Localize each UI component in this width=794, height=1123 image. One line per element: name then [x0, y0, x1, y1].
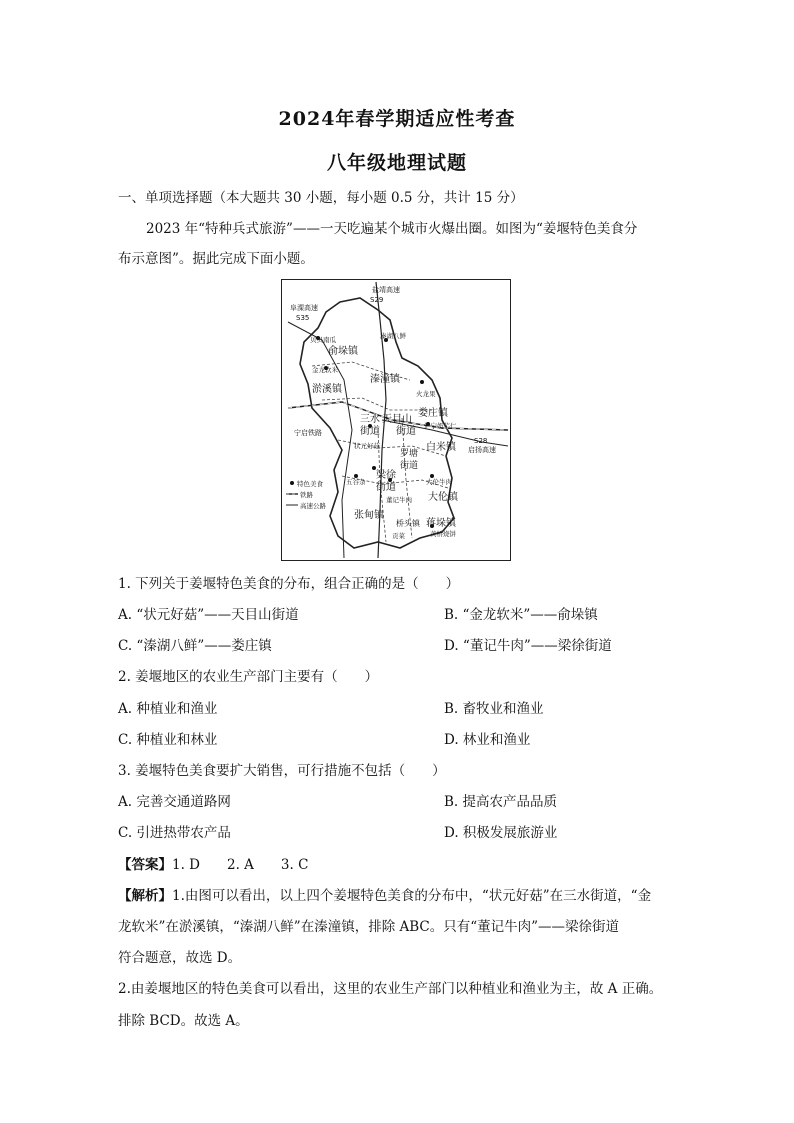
- q2-option-c: C. 种植业和林业: [118, 732, 218, 748]
- q3-option-c: C. 引进热带农产品: [118, 825, 231, 841]
- intro-line-1: 2023 年“特种兵式旅游”——一天吃遍某个城市火爆出圈。如图为“姜堰特色美食分: [146, 221, 638, 237]
- analysis-line-5: 排除 BCD。故选 A。: [118, 1013, 249, 1029]
- town-louzhuang: 娄庄镇: [418, 408, 448, 419]
- q1-option-c: C. “溱湖八鲜”——娄庄镇: [118, 638, 272, 654]
- exam-title: 2024年春学期适应性考查: [278, 108, 516, 130]
- town-jiangduo: 蒋垛镇: [426, 518, 456, 529]
- analysis-line-3: 符合题意，故选 D。: [118, 950, 242, 966]
- town-jiedao-2: 街道: [396, 426, 416, 437]
- food-jinlong-rice: 金龙软米: [312, 366, 338, 374]
- road-label-s29: S29: [370, 296, 384, 304]
- road-label-fuli: 阜溧高速: [290, 304, 318, 312]
- road-label-s28: S28: [474, 437, 488, 445]
- map-legend: [286, 479, 327, 510]
- q1-option-a: A. “状元好菇”——天目山街道: [118, 607, 299, 623]
- food-wugu: 五谷杂: [346, 478, 366, 486]
- town-liangxu-jiedao: 街道: [376, 482, 396, 493]
- q1-stem: 1. 下列关于姜堰特色美食的分布，组合正确的是（ ）: [118, 576, 460, 592]
- q3-option-b: B. 提高农产品品质: [444, 794, 558, 810]
- town-tianmushan: 天目山: [382, 414, 412, 425]
- answer-line: [118, 853, 308, 873]
- food-dragonfruit: 火龙果: [416, 390, 436, 398]
- food-qinhu-eight: 溱湖八鲜: [380, 332, 406, 340]
- town-luotang: 罗塘: [400, 449, 419, 459]
- town-dalun: 大伦镇: [428, 492, 458, 503]
- town-sanshui: 三水: [360, 414, 380, 425]
- town-yuxi: 淤溪镇: [312, 384, 342, 395]
- q3-stem: 3. 姜堰特色美食要扩大销售，可行措施不包括（ ）: [118, 763, 446, 779]
- food-dongji-beef: 董记牛肉: [386, 496, 412, 504]
- town-qiaotou: 桥头镇: [396, 519, 420, 528]
- food-huangqiao-cake: 黄桥烧饼: [430, 530, 456, 538]
- rail-label-ningqi: 宁启铁路: [294, 429, 322, 437]
- road-label-s35: S35: [296, 314, 310, 322]
- q1-option-d: D. “董记牛肉”——梁徐街道: [444, 638, 612, 654]
- answer-text: 1. D 2. A 3. C: [172, 857, 309, 873]
- town-luotang-jiedao: 街道: [400, 461, 419, 471]
- legend-highway: 高速公路: [300, 502, 326, 510]
- analysis-line-2: 龙软米”在淤溪镇，“溱湖八鲜”在溱潼镇，排除 ABC。只有“董记牛肉”——梁徐街道: [118, 919, 620, 935]
- q2-option-a: A. 种植业和渔业: [118, 701, 218, 717]
- food-gongcai: 贡菜: [392, 532, 405, 540]
- town-qintong: 溱潼镇: [370, 374, 400, 385]
- analysis-line-4: 2.由姜堰地区的特色美食可以看出，这里的农业生产部门以种植业和渔业为主，故 A 正确。: [118, 981, 663, 997]
- intro-line-2: 布示意图”。据此完成下面小题。: [118, 251, 314, 267]
- q2-stem: 2. 姜堰地区的农业生产部门主要有（ ）: [118, 669, 379, 685]
- q2-option-d: D. 林业和渔业: [444, 732, 531, 748]
- food-taro: 沪宁奶芋仁: [424, 422, 457, 430]
- town-zhangdian: 张甸镇: [354, 510, 384, 521]
- town-yuduo: 俞垛镇: [328, 346, 358, 357]
- jiangyan-food-map: [281, 279, 511, 561]
- road-label-qiyang: 启扬高速: [468, 446, 496, 454]
- q3-option-d: D. 积极发展旅游业: [444, 825, 558, 841]
- road-label-yanjing: 盐靖高速: [372, 286, 400, 294]
- legend-food: 特色美食: [297, 480, 323, 488]
- town-jiedao-1: 街道: [360, 426, 380, 437]
- analysis-line-1: [118, 884, 651, 904]
- town-baimi: 白米镇: [426, 442, 456, 453]
- section-heading: 一、单项选择题（本大题共 30 小题，每小题 0.5 分，共计 15 分）: [118, 190, 524, 206]
- exam-subtitle: 八年级地理试题: [326, 152, 467, 174]
- q2-option-b: B. 畜牧业和渔业: [444, 701, 544, 717]
- map-canvas: [282, 280, 510, 560]
- q3-option-a: A. 完善交通道路网: [118, 794, 231, 810]
- food-beibei-pumpkin: 贝贝南瓜: [310, 336, 336, 344]
- legend-rail: 铁路: [300, 491, 313, 499]
- analysis-text-1: 1.由图可以看出，以上四个姜堰特色美食的分布中，“状元好菇”在三水街道，“金: [172, 888, 652, 904]
- analysis-label: 【解析】: [118, 888, 172, 904]
- food-dalun-beef: 大伦牛肉: [426, 478, 452, 486]
- town-liangxu: 梁徐: [376, 470, 396, 481]
- q1-option-b: B. “金龙软米”——俞垛镇: [444, 607, 598, 623]
- food-zhuangyuan-mushroom: 状元好菇: [354, 442, 380, 450]
- highway-west: [288, 322, 352, 558]
- answer-label: 【答案】: [118, 857, 172, 873]
